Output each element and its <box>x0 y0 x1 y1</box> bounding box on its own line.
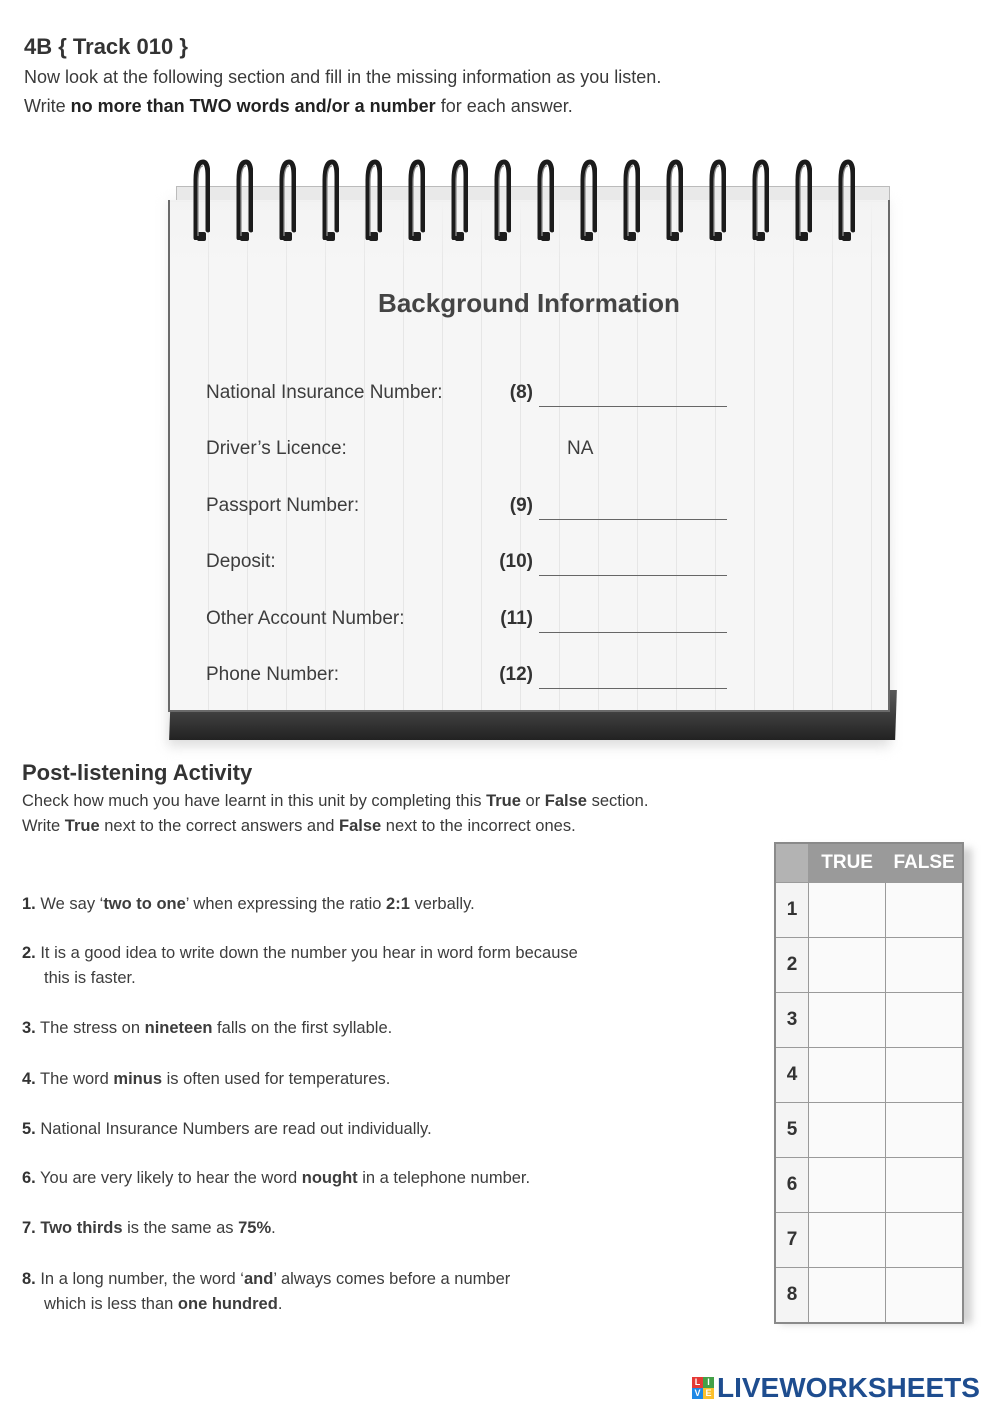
spiral-ring <box>321 158 339 240</box>
row-number: 1 <box>775 883 809 938</box>
false-answer-cell[interactable] <box>886 1158 963 1213</box>
statement-number: 3. <box>22 1019 36 1037</box>
spiral-binding <box>192 158 872 244</box>
true-answer-cell[interactable] <box>809 993 886 1048</box>
spiral-ring <box>235 158 253 240</box>
spiral-ring <box>579 158 597 240</box>
spiral-ring <box>407 158 425 240</box>
true-answer-cell[interactable] <box>809 1103 886 1158</box>
row-number: 5 <box>775 1103 809 1158</box>
brand-name: LIVEWORKSHEETS <box>717 1372 980 1403</box>
answer-blank[interactable] <box>539 632 727 633</box>
spiral-ring <box>493 158 511 240</box>
section-instruction-1: Check how much you have learnt in this unit by completing this True or False section. <box>22 792 649 810</box>
form-field-label: Phone Number: <box>206 664 340 685</box>
grid-row <box>775 938 963 993</box>
statement-number: 4. <box>22 1070 36 1088</box>
spiral-ring <box>794 158 812 240</box>
answer-number: (12) <box>499 664 533 685</box>
logo-tile: E <box>703 1388 714 1399</box>
statement-number: 7. <box>22 1219 36 1237</box>
statement-number: 8. <box>22 1270 36 1288</box>
statement-item: 3. The stress on nineteen falls on the first syllable. <box>22 1019 393 1037</box>
true-false-grid <box>774 842 964 1324</box>
false-answer-cell[interactable] <box>886 1048 963 1103</box>
track-title: 4B { Track 010 } <box>24 34 188 59</box>
statement-number: 6. <box>22 1169 36 1187</box>
grid-row <box>775 1213 963 1268</box>
statement-item: 8. In a long number, the word ‘and’ always comes before a number which is less than one hundred. <box>22 1270 511 1313</box>
answer-number: (8) <box>509 382 533 403</box>
form-field-value: NA <box>567 438 594 459</box>
form-field-label: Deposit: <box>206 551 276 572</box>
form-field-label: National Insurance Number: <box>206 382 443 403</box>
answer-blank[interactable] <box>539 575 727 576</box>
spiral-ring <box>450 158 468 240</box>
notebook-title: Background Information <box>378 288 680 318</box>
logo-tile: V <box>692 1388 703 1399</box>
spiral-ring <box>278 158 296 240</box>
column-false-header: FALSE <box>886 843 963 883</box>
section-title: Post-listening Activity <box>22 760 253 785</box>
false-answer-cell[interactable] <box>886 1213 963 1268</box>
statement-item: 2. It is a good idea to write down the number you hear in word form because this is faster. <box>22 944 578 987</box>
answer-number: (9) <box>509 495 533 516</box>
false-answer-cell[interactable] <box>886 938 963 993</box>
row-number: 7 <box>775 1213 809 1268</box>
grid-row <box>775 1103 963 1158</box>
column-true-header: TRUE <box>809 843 886 883</box>
true-answer-cell[interactable] <box>809 938 886 993</box>
grid-row <box>775 993 963 1048</box>
form-field-label: Passport Number: <box>206 495 360 516</box>
spiral-ring <box>364 158 382 240</box>
spiral-ring <box>837 158 855 240</box>
statement-number: 2. <box>22 944 36 962</box>
row-number: 6 <box>775 1158 809 1213</box>
spiral-ring <box>622 158 640 240</box>
grid-row <box>775 1048 963 1103</box>
statement-item: 7. Two thirds is the same as 75%. <box>22 1219 276 1237</box>
spiral-ring <box>751 158 769 240</box>
false-answer-cell[interactable] <box>886 993 963 1048</box>
instruction-emphasis: no more than TWO words and/or a number <box>70 96 436 116</box>
statement-item: 5. National Insurance Numbers are read out individually. <box>22 1120 432 1138</box>
statement-item: 1. We say ‘two to one’ when expressing the ratio 2:1 verbally. <box>22 895 475 913</box>
form-field-label: Driver’s Licence: <box>206 438 347 459</box>
grid-row <box>775 883 963 938</box>
false-answer-cell[interactable] <box>886 883 963 938</box>
statement-item: 4. The word minus is often used for temperatures. <box>22 1070 391 1088</box>
true-answer-cell[interactable] <box>809 883 886 938</box>
row-number: 4 <box>775 1048 809 1103</box>
answer-number: (10) <box>499 551 533 572</box>
spiral-ring <box>708 158 726 240</box>
grid-row <box>775 1268 963 1324</box>
answer-blank[interactable] <box>539 688 727 689</box>
false-answer-cell[interactable] <box>886 1103 963 1158</box>
grid-row <box>775 1158 963 1213</box>
instruction-line-2: Write no more than TWO words and/or a number for each answer. <box>24 96 573 116</box>
true-answer-cell[interactable] <box>809 1048 886 1103</box>
statement-number: 1. <box>22 895 36 913</box>
true-answer-cell[interactable] <box>809 1268 886 1324</box>
instruction-line-1: Now look at the following section and fill in the missing information as you listen. <box>24 67 662 87</box>
row-number: 2 <box>775 938 809 993</box>
answer-blank[interactable] <box>539 519 727 520</box>
row-number: 3 <box>775 993 809 1048</box>
brand <box>692 1372 980 1404</box>
answer-number: (11) <box>500 608 533 629</box>
false-answer-cell[interactable] <box>886 1268 963 1324</box>
spiral-ring <box>536 158 554 240</box>
true-answer-cell[interactable] <box>809 1213 886 1268</box>
spiral-ring <box>665 158 683 240</box>
liveworksheets-logo-icon <box>692 1377 714 1399</box>
row-number: 8 <box>775 1268 809 1324</box>
true-answer-cell[interactable] <box>809 1158 886 1213</box>
statement-item: 6. You are very likely to hear the word nought in a telephone number. <box>22 1169 531 1187</box>
section-instruction-2: Write True next to the correct answers and False next to the incorrect ones. <box>22 817 576 835</box>
form-field-label: Other Account Number: <box>206 608 405 629</box>
logo-tile: I <box>703 1377 714 1388</box>
logo-tile: L <box>692 1377 703 1388</box>
spiral-ring <box>192 158 210 240</box>
statement-number: 5. <box>22 1120 36 1138</box>
answer-blank[interactable] <box>539 406 727 407</box>
